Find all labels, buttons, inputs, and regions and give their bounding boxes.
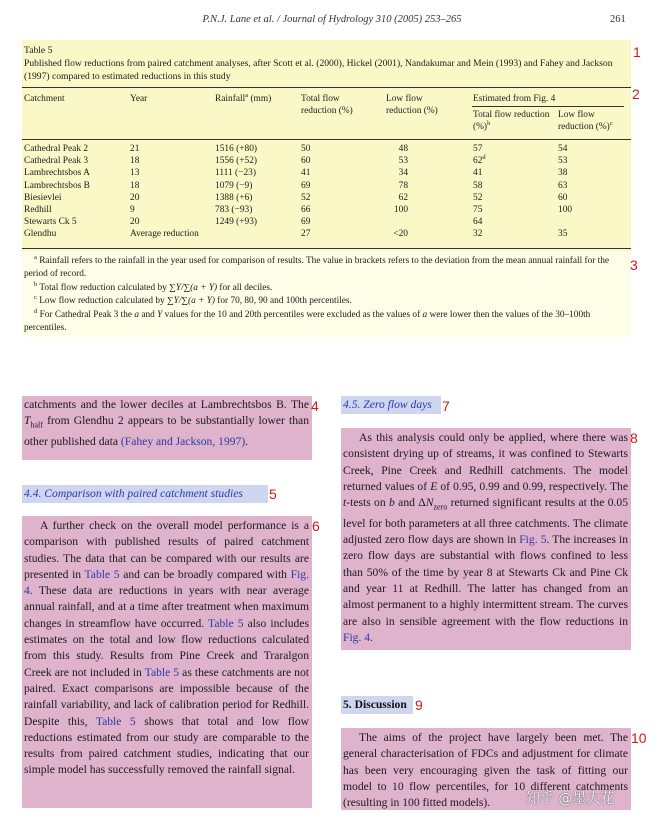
cell-value: 62 [398, 192, 408, 203]
zero-text-1: As this analysis could only be applied, where there was consistent drying up of streams, it was confined to Stewarts Creek, Pine Creek and Redhill catchments. The model returned values of [343, 431, 628, 493]
annotation-10: 10 [631, 730, 647, 746]
cell-value: 35 [558, 229, 568, 240]
cell-total [301, 216, 361, 228]
footnote-mark-b: b [487, 120, 491, 127]
para-top-the: The [290, 398, 309, 411]
cell-est-low [558, 204, 618, 216]
cell-value: 60 [301, 156, 311, 167]
section-heading-discussion: 5. Discussion [343, 698, 407, 711]
cell-value: 54 [558, 144, 568, 154]
para-top-line2: from Glendhu 2 appears to be substantially [47, 414, 255, 428]
footnote-b-text: Total flow reduction calculated by [39, 283, 167, 293]
cell-value: 1111 (−23) [215, 168, 256, 179]
cell-value: 60 [558, 192, 568, 203]
cell-value: Lambrechtsbos A [24, 168, 90, 179]
cell-est-total [473, 180, 533, 192]
table-rule-top [22, 87, 631, 88]
header-rainfall-text: Rainfall [215, 94, 246, 104]
cell-rainfall [215, 155, 299, 167]
header-estimated: Estimated from Fig. 4 [473, 94, 556, 104]
para-top-line3: lower than other published data [24, 414, 309, 448]
cell-total [301, 228, 361, 240]
cell-value: 41 [301, 168, 311, 179]
cell-value: 32 [473, 229, 483, 240]
cell-value: 52 [473, 192, 483, 203]
cell-value: 34 [398, 168, 408, 179]
cell-value: 69 [301, 180, 311, 191]
footnote-c-tail: for 70, 80, 90 and 100th percentiles. [217, 296, 352, 306]
comparison-text-5: as these catchments are not paired. Exact comparisons are impossible because of the rainfall variability, and lack of calibration period for Redhill. Despite this, [24, 665, 309, 728]
cell-value: 78 [398, 180, 408, 191]
cell-catchment [24, 204, 129, 216]
comparison-text-6: shows that total and low flow reductions estimated from our study are comparable to the results from paired catchment studies, indicating that our simple model has successfully removed the rainfall signal. [24, 714, 310, 777]
annotation-1: 1 [633, 44, 641, 60]
cell-catchment [24, 167, 129, 179]
cell-est-low [558, 143, 618, 155]
cell-value: 50 [301, 144, 311, 154]
cell-value: 1556 (+52) [215, 156, 257, 167]
ref-table-5-third[interactable]: Table 5 [144, 665, 180, 679]
cell-low [386, 143, 408, 155]
cell-est-total [473, 216, 533, 228]
cell-value: 27 [301, 229, 311, 240]
comparison-text-2: and can be broadly compared with [123, 567, 287, 581]
footnote-mark-d: d [482, 154, 486, 162]
symbol-n-subscript: zero [433, 502, 448, 512]
header-rainfall [215, 93, 271, 105]
cell-rainfall [215, 143, 299, 155]
cell-value: 1388 (+6) [215, 192, 253, 203]
cell-est-total [473, 155, 533, 167]
footnote-a [24, 255, 632, 281]
footnote-d-text: For Cathedral Peak 3 the [39, 310, 133, 320]
estimated-header-rule [472, 106, 624, 107]
cell-low [386, 228, 408, 240]
cell-value: 783 (−93) [215, 205, 253, 215]
annotation-8: 8 [630, 430, 638, 446]
cell-catchment [24, 143, 129, 155]
cell-low [386, 204, 408, 216]
paragraph-discussion: The aims of the project have largely been met. The general characterisation of FDCs and adjustment for climate has been very encouraging given the task of fitting our model to 10 flow percentiles, for 10 different catchments (resulting in 100 fitted models). [343, 731, 628, 810]
cell-value: 53 [558, 156, 568, 167]
cell-rainfall [215, 192, 299, 204]
page-number: 261 [610, 14, 626, 25]
cell-catchment [24, 192, 129, 204]
cell-catchment [24, 155, 129, 167]
cell-est-low [558, 192, 618, 204]
cell-value: 9 [130, 205, 135, 215]
cell-total [301, 204, 361, 216]
header-total-flow: Total flow reduction (%) [301, 94, 353, 116]
cell-value: Biesievlei [24, 192, 62, 203]
table-rule-bottom [22, 248, 631, 249]
cell-low [386, 167, 408, 179]
cell-rainfall [215, 180, 299, 192]
cell-value: 52 [301, 192, 311, 203]
cell-value: 1249 (+93) [215, 217, 257, 228]
cell-low [386, 180, 408, 192]
cell-year [130, 204, 214, 216]
cell-total [301, 180, 361, 192]
footnote-d-middle: values for the 10 and 20th percentiles were excluded as the values of [164, 310, 421, 320]
cell-year [130, 216, 214, 228]
symbol-e: E [430, 479, 438, 493]
cell-year [130, 167, 214, 179]
symbol-n: N [425, 496, 434, 510]
running-header [0, 14, 664, 30]
cell-rainfall [215, 167, 299, 179]
zero-text-2: of 0.95, 0.99 and 0.99, respectively. The [440, 479, 628, 493]
citation-fahey-jackson[interactable]: (Fahey and Jackson, 1997) [120, 434, 246, 448]
ref-fig-4-right[interactable]: Fig. 4 [343, 630, 371, 644]
cell-year [130, 192, 214, 204]
cell-value: 100 [558, 205, 573, 215]
cell-value: 75 [473, 205, 483, 215]
cell-value: 48 [398, 144, 408, 154]
ref-table-5[interactable]: Table 5 [84, 567, 120, 581]
cell-value: 64 [473, 217, 483, 228]
paragraph-comparison [24, 518, 309, 779]
footnote-d-var-y: Y [157, 310, 163, 320]
footnote-d-tail: were lower then the values of the 30–100th percentiles. [24, 310, 591, 333]
header-est-low-text: Low flow reduction (%) [558, 110, 610, 132]
cell-est-total [473, 204, 533, 216]
annotation-5: 5 [269, 486, 277, 502]
cell-value: Average reduction [130, 229, 199, 240]
cell-value: 1516 (+80) [215, 144, 257, 154]
footnote-d-and: and [141, 310, 155, 320]
footnote-d-var-a2: a [422, 310, 428, 320]
cell-total [301, 167, 361, 179]
section-heading-4-4: 4.4. Comparison with paired catchment studies [24, 487, 243, 500]
cell-value: 58 [473, 180, 483, 191]
annotation-7: 7 [442, 398, 450, 414]
footnote-a-text: Rainfall refers to the rainfall in the year used for comparison of results. The value in brackets refers to the deviation from the mean annual rainfall for the period of record. [24, 256, 610, 279]
footnote-mark-a: a [245, 92, 249, 99]
cell-year [130, 228, 214, 240]
cell-catchment [24, 180, 129, 192]
cell-value: Glendhu [24, 229, 57, 240]
footnote-d [24, 309, 632, 335]
symbol-t: t [343, 496, 347, 510]
cell-value: 38 [558, 168, 568, 179]
header-catchment: Catchment [24, 94, 65, 104]
cell-year [130, 155, 214, 167]
annotation-9: 9 [415, 697, 423, 713]
cell-rainfall [215, 216, 299, 228]
cell-value: Cathedral Peak 3 [24, 156, 89, 167]
cell-est-low [558, 180, 618, 192]
zero-text-end: . [370, 630, 373, 644]
cell-value: Cathedral Peak 2 [24, 144, 89, 154]
journal-reference: P.N.J. Lane et al. / Journal of Hydrology 310 (2005) 253–265 [202, 14, 462, 25]
table-caption [24, 44, 634, 83]
footnote-b-mark: b [34, 281, 38, 288]
header-rainfall-unit: (mm) [250, 94, 272, 104]
cell-value: 13 [130, 168, 140, 179]
cell-est-low [558, 167, 618, 179]
footnote-c-formula: ∑Y/∑(a + Y) [167, 296, 215, 306]
comparison-text-4: also includes estimates on the total and low flow reductions calculated from this study. Results from Pine Creek and Traralgon Creek are not included in [24, 616, 309, 679]
table-rule-middle [22, 139, 631, 140]
footnote-c-mark: c [34, 294, 37, 301]
ref-fig-4[interactable]: Fig. 4 [24, 567, 309, 598]
table-caption-text: Published flow reductions from paired catchment analyses, after Scott et al. (2000), Hickel (2001), Nandakumar and Mein (1993) and Fahey and Jackson (1997) compared to estimated reductions in this study [24, 58, 613, 82]
cell-total [301, 155, 361, 167]
header-low-flow: Low flow reduction (%) [386, 94, 438, 116]
para-top-line1: catchments and the lower deciles at Lambrechtsbos B. [24, 398, 287, 411]
cell-est-total [473, 228, 533, 240]
cell-value: <20 [393, 229, 408, 240]
watermark: 知乎 @墨大花 [526, 791, 615, 807]
para-top-end: . [245, 434, 249, 448]
cell-value: 53 [398, 156, 408, 167]
footnote-b-tail: for all deciles. [219, 283, 273, 293]
footnote-d-var-a: a [134, 310, 139, 320]
header-est-total [473, 109, 553, 133]
zero-text-6: . The increases in zero flow days are substantial with flows confined to less than 50% of the time by year 8 at Stewarts Ck and Pine Ck and year 11 at Redhill. The latter has changed from an almost permanent to a highly intermittent stream. The curves are also in sensible agreement with the flow reductions in [343, 533, 629, 628]
cell-value: 1079 (−9) [215, 180, 253, 191]
paragraph-continuation [24, 397, 309, 450]
cell-value: 20 [130, 217, 140, 228]
cell-value: 100 [393, 205, 408, 215]
ref-table-5-second[interactable]: Table 5 [208, 616, 244, 630]
cell-value: 20 [130, 192, 140, 203]
annotation-4: 4 [311, 398, 319, 414]
t-half-symbol: T [24, 414, 31, 428]
section-heading-4-5: 4.5. Zero flow days [343, 398, 432, 411]
footnote-b-formula: ∑Y/∑(a + Y) [169, 283, 218, 293]
comparison-text-3: . These data are reductions in years with near average annual rainfall, and at a time after treatment when maximum changes in streamflow have occurred. [24, 584, 309, 630]
footnote-c [34, 295, 642, 308]
cell-total [301, 192, 361, 204]
cell-total [301, 143, 361, 155]
ref-table-5-fourth[interactable]: Table 5 [95, 714, 136, 728]
cell-catchment [24, 216, 129, 228]
cell-value: 66 [301, 205, 311, 215]
cell-est-total [473, 167, 533, 179]
footnote-c-text: Low flow reduction calculated by [39, 296, 165, 306]
header-est-total-text: Total flow reduction (%) [473, 110, 550, 132]
cell-value: 62 [473, 156, 483, 167]
cell-value: Lambrechtsbos B [24, 180, 90, 191]
cell-low [386, 155, 408, 167]
cell-rainfall [215, 204, 299, 216]
cell-value: 21 [130, 144, 140, 154]
cell-est-low [558, 155, 618, 167]
symbol-b: b [389, 496, 395, 510]
footnote-b [34, 282, 642, 295]
footnote-mark-c: c [609, 120, 613, 127]
cell-value: 69 [301, 217, 311, 228]
cell-year [130, 180, 214, 192]
zero-text-5: returned significant results at the 0.05 level for both parameters at all three catchments. The climate adjusted zero flow days are shown in [343, 496, 628, 547]
annotation-6: 6 [312, 518, 320, 534]
t-half-subscript: half [30, 420, 43, 430]
cell-low [386, 192, 408, 204]
cell-value: Redhill [24, 205, 52, 215]
zero-text-4: and Δ [398, 496, 426, 510]
ref-fig-5[interactable]: Fig. 5 [519, 533, 547, 547]
table-label: Table 5 [24, 45, 53, 56]
paragraph-zero-flow [343, 430, 628, 646]
cell-catchment [24, 228, 129, 240]
cell-value: 57 [473, 144, 483, 154]
header-est-low [558, 109, 630, 133]
cell-est-total [473, 192, 533, 204]
cell-value: 18 [130, 156, 140, 167]
cell-est-low [558, 228, 618, 240]
cell-value: Stewarts Ck 5 [24, 217, 77, 228]
footnote-a-mark: a [34, 254, 37, 261]
cell-value: 18 [130, 180, 140, 191]
cell-year [130, 143, 214, 155]
annotation-3: 3 [630, 257, 638, 273]
cell-value: 63 [558, 180, 568, 191]
footnote-d-mark: d [34, 308, 38, 315]
comparison-text-1: A further check on the overall model performance is a comparison with published results of paired catchment studies. The data that can be compared with our results are presented in [24, 519, 309, 581]
cell-value: 41 [473, 168, 483, 179]
header-year: Year [130, 94, 148, 104]
zero-text-3: -tests on [346, 496, 386, 510]
annotation-2: 2 [632, 86, 640, 102]
